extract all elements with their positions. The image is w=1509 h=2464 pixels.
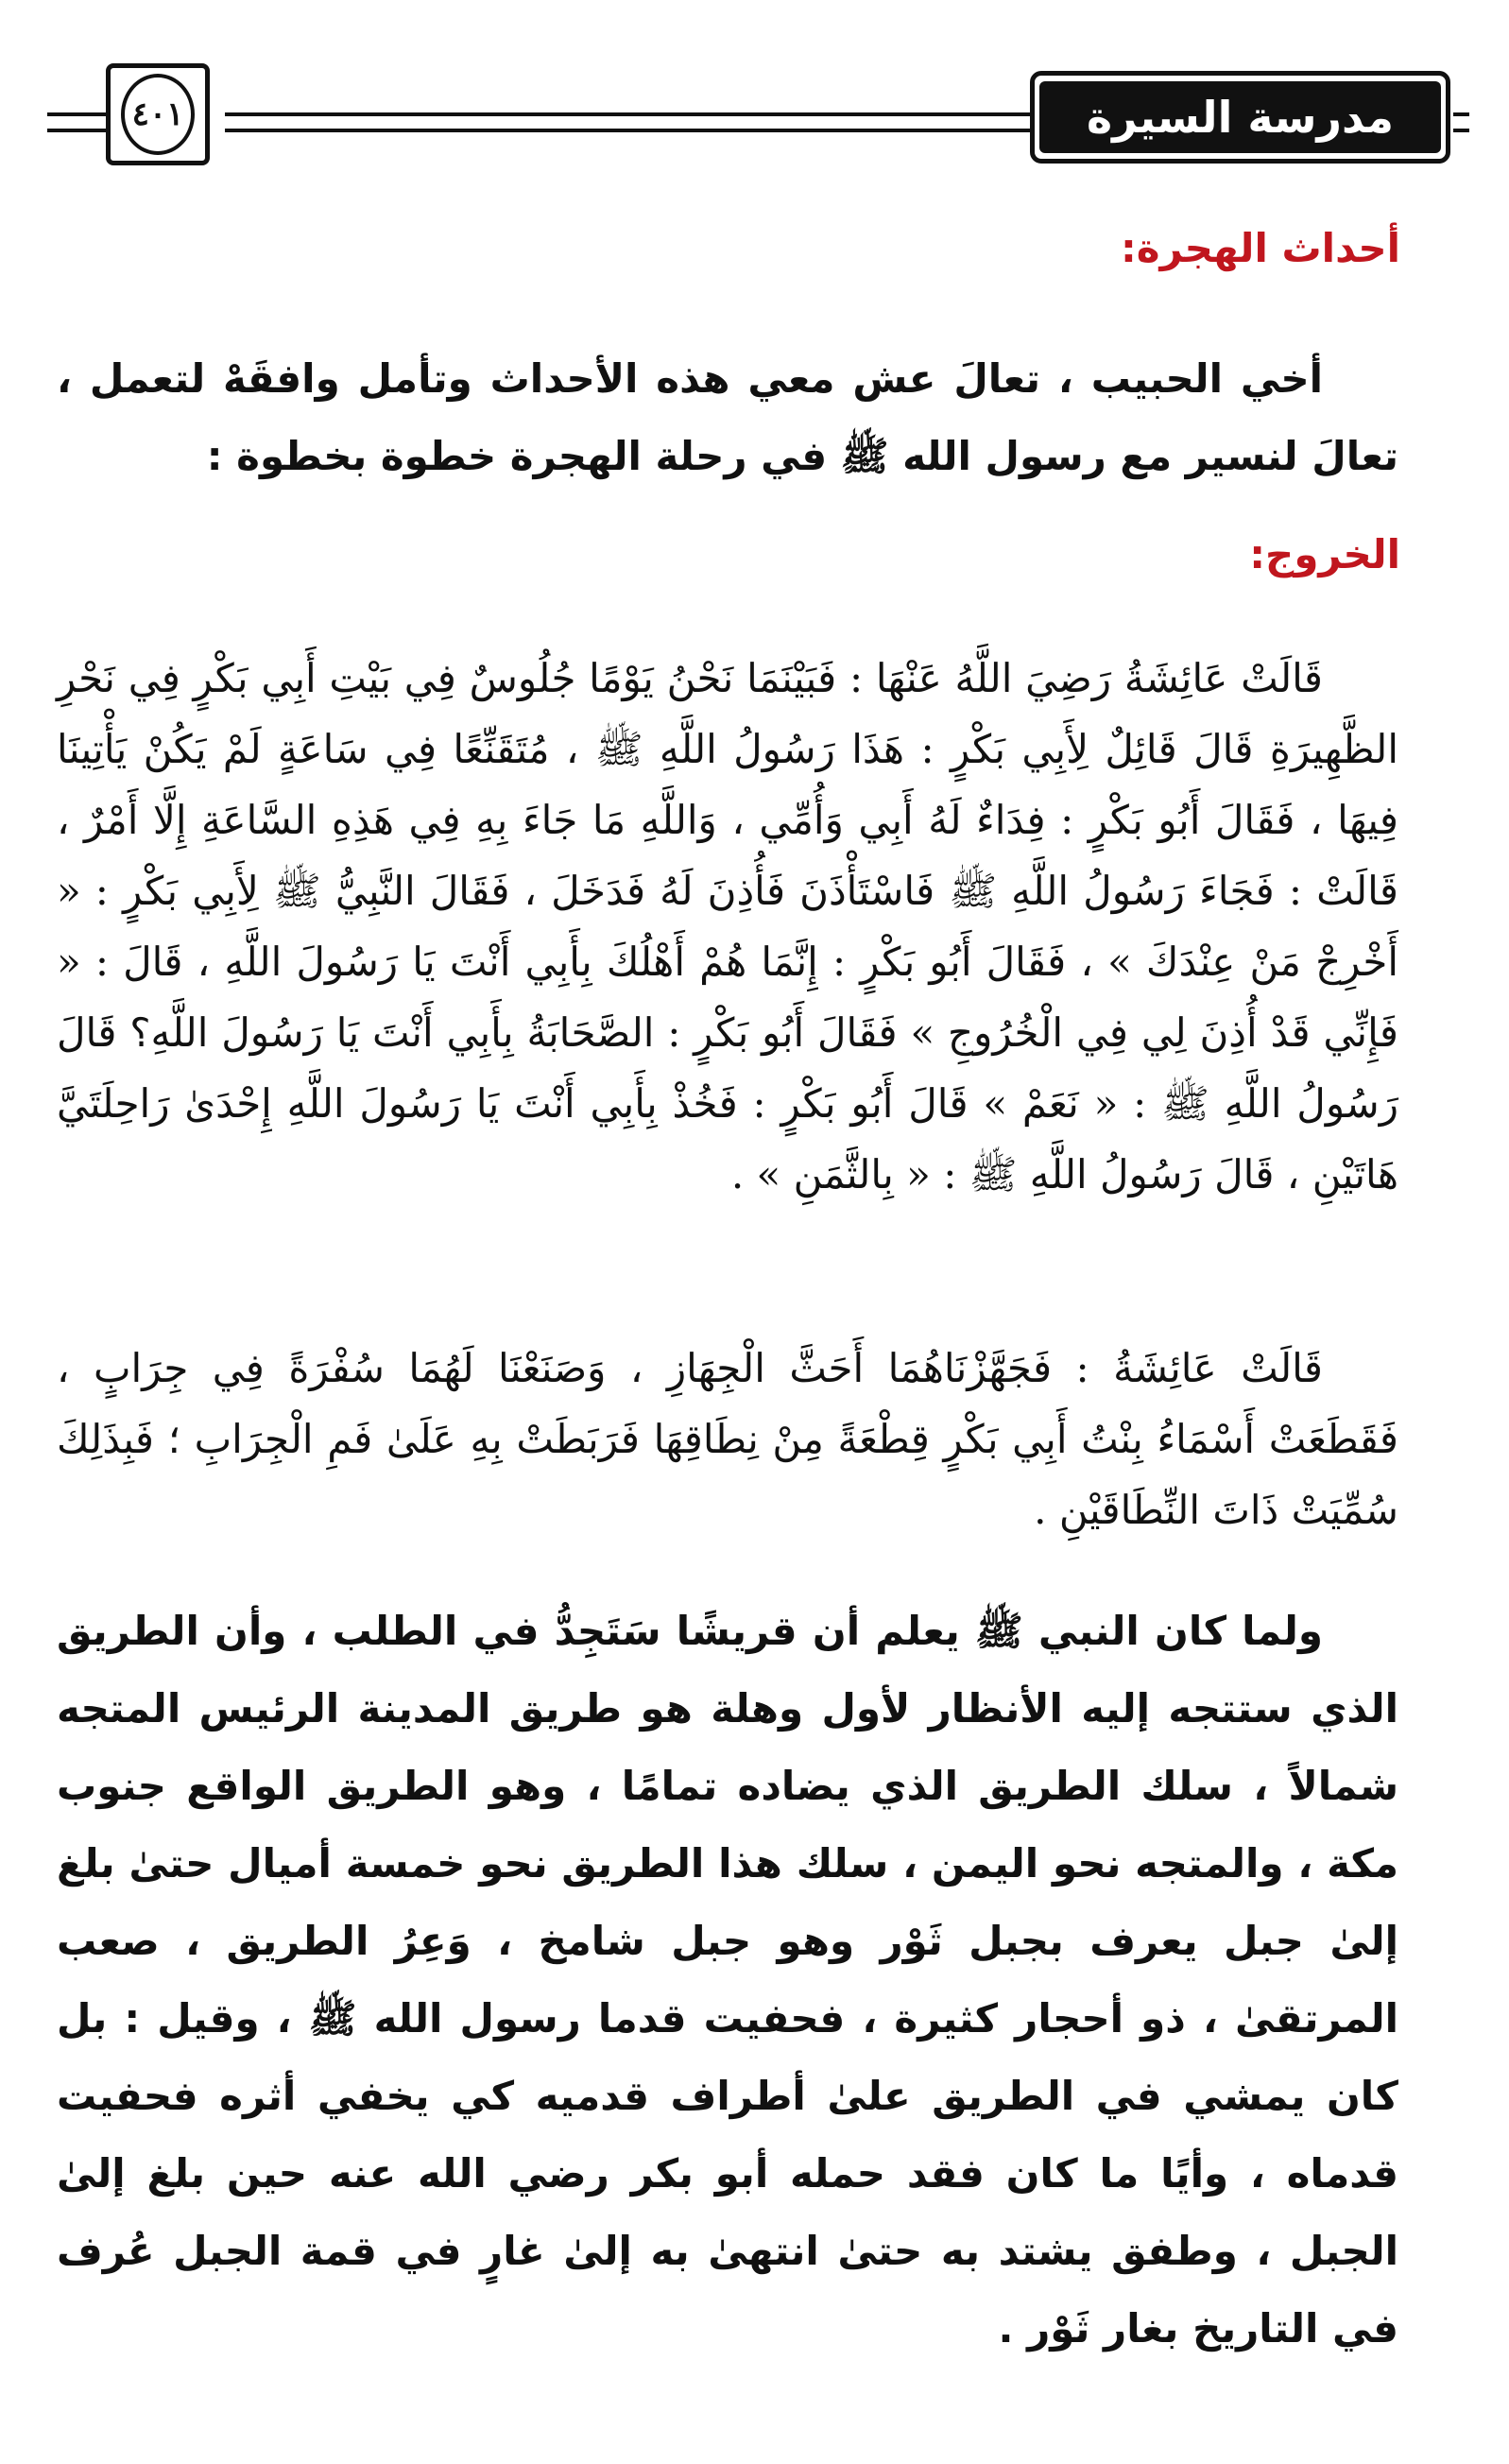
running-title-frame — [1030, 71, 1450, 164]
page-number-frame — [106, 63, 210, 165]
page-number: ٤٠١ — [121, 74, 195, 155]
header-rule-right — [1453, 112, 1469, 132]
heading-colon: : — [1120, 225, 1137, 271]
running-title: مدرسة السيرة — [1086, 92, 1395, 143]
heading-text: أحداث الهجرة — [1136, 225, 1400, 271]
header-rule-left — [47, 112, 106, 132]
section-heading-exit — [1249, 531, 1400, 577]
hadith-paragraph-2: قَالَتْ عَائِشَةُ : فَجَهَّزْنَاهُمَا أَحَثَّ الْجِهَازِ ، وَصَنَعْنَا لَهُمَا سُفْرَةً فِي جِرَابٍ ، فَقَطَعَتْ أَسْمَاءُ بِنْتُ أَبِي بَكْرٍ قِطْعَةً مِنْ نِطَاقِهَا فَرَبَطَتْ بِهِ عَلَىٰ فَمِ الْجِرَابِ ؛ فَبِذَلِكَ سُمِّيَتْ ذَاتَ النِّطَاقَيْنِ . — [57, 1345, 1398, 1533]
running-title-plate — [1039, 81, 1441, 153]
intro-paragraph: أخي الحبيب ، تعالَ عش معي هذه الأحداث وتأمل وافقَهْ لتعمل ، تعالَ لنسير مع رسول الله ﷺ في رحلة الهجرة خطوة بخطوة : — [57, 355, 1398, 479]
page-header — [47, 43, 1469, 165]
heading-text: الخروج — [1265, 531, 1400, 577]
heading-colon: : — [1249, 531, 1266, 577]
narrative-paragraph: ولما كان النبي ﷺ يعلم أن قريشًا سَتَجِدُّ في الطلب ، وأن الطريق الذي ستتجه إليه الأنظار لأول وهلة هو طريق المدينة الرئيس المتجه شمالاً ، سلك الطريق الذي يضاده تمامًا ، وهو الطريق الواقع جنوب مكة ، والمتجه نحو اليمن ، سلك هذا الطريق نحو خمسة أميال حتىٰ بلغ إلىٰ جبل يعرف بجبل ثَوْر وهو جبل شامخ ، وَعِرُ الطريق ، صعب المرتقىٰ ، ذو أحجار كثيرة ، فحفيت قدما رسول الله ﷺ ، وقيل : بل كان يمشي في الطريق علىٰ أطراف قدميه كي يخفي أثره فحفيت قدماه ، وأيًا ما كان فقد حمله أبو بكر رضي الله عنه حين بلغ إلىٰ الجبل ، وطفق يشتد به حتىٰ انتهىٰ به إلىٰ غارٍ في قمة الجبل عُرف في التاريخ بغار ثَوْر . — [57, 1608, 1398, 2352]
section-heading-hijra — [1121, 225, 1400, 271]
hadith-paragraph-1: قَالَتْ عَائِشَةُ رَضِيَ اللَّهُ عَنْهَا : فَبَيْنَمَا نَحْنُ يَوْمًا جُلُوسٌ فِي بَيْتِ أَبِي بَكْرٍ فِي نَحْرِ الظَّهِيرَةِ قَالَ قَائِلٌ لِأَبِي بَكْرٍ : هَذَا رَسُولُ اللَّهِ ﷺ ، مُتَقَنِّعًا فِي سَاعَةٍ لَمْ يَكُنْ يَأْتِينَا فِيهَا ، فَقَالَ أَبُو بَكْرٍ : فِدَاءٌ لَهُ أَبِي وَأُمِّي ، وَاللَّهِ مَا جَاءَ بِهِ فِي هَذِهِ السَّاعَةِ إِلَّا أَمْرٌ ، قَالَتْ : فَجَاءَ رَسُولُ اللَّهِ ﷺ فَاسْتَأْذَنَ فَأُذِنَ لَهُ فَدَخَلَ ، فَقَالَ النَّبِيُّ ﷺ لِأَبِي بَكْرٍ : « أَخْرِجْ مَنْ عِنْدَكَ » ، فَقَالَ أَبُو بَكْرٍ : إِنَّمَا هُمْ أَهْلُكَ بِأَبِي أَنْتَ يَا رَسُولَ اللَّهِ ، قَالَ : « فَإِنِّي قَدْ أُذِنَ لِي فِي الْخُرُوجِ » فَقَالَ أَبُو بَكْرٍ : الصَّحَابَةُ بِأَبِي أَنْتَ يَا رَسُولَ اللَّهِ؟ قَالَ رَسُولُ اللَّهِ ﷺ : « نَعَمْ » قَالَ أَبُو بَكْرٍ : فَخُذْ بِأَبِي أَنْتَ يَا رَسُولَ اللَّهِ إِحْدَىٰ رَاحِلَتَيَّ هَاتَيْنِ ، قَالَ رَسُولُ اللَّهِ ﷺ : « بِالثَّمَنِ » . — [57, 655, 1398, 1198]
header-rule-middle — [225, 112, 1033, 132]
